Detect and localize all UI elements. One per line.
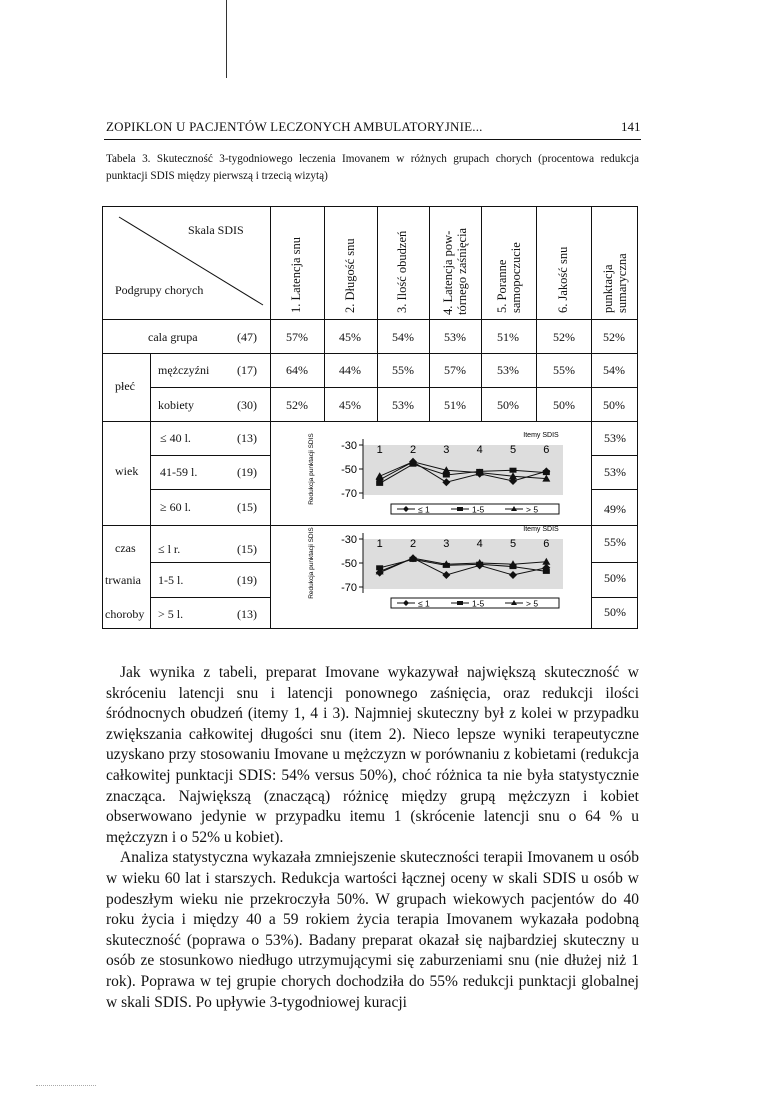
row-label-age-3: ≥ 60 l. [160,500,191,514]
row-label-men: mężczyźni [158,363,210,377]
row-label-age-2: 41-59 l. [160,465,198,479]
data-point [510,468,517,473]
row-line [150,562,270,563]
row-line [150,455,270,456]
col-header-line: 2. Długość snu [343,238,357,313]
category-label: 4 [476,538,483,550]
category-label: 2 [409,444,417,456]
cell-value: 50% [553,398,575,412]
y-tick-label: -50 [341,464,357,476]
row-n-men: (17) [237,363,257,377]
col-header-5 [495,242,523,313]
body-paragraph-1: Jak wynika z tabeli, preparat Imovane wykazywał największą skuteczność w skróceniu latencji snu i latencji ponownego zaśnięcia, oraz redukcji ilości śródnocnych obudzeń (itemy 1, 4 i 3). Najmniej skuteczny był z kolei w przypadku zwiększania całkowitej długości snu (item 2). Nieco lepsze wyniki terapeutyczne uzyskano przy stosowaniu Imovane u mężczyzn w porównaniu z kobietami (redukcja całkowitej punktacji SDIS: 54% versus 50%), choć różnica ta nie była statystycznie znacząca. Największą (znaczącą) różnicę między grupą mężczyzn i kobiet obserwowano jedynie w przypadku itemu 1 (skrócenie latencji snu o 64 % u mężczyzn i o 52% u kobiet). [106,664,639,846]
category-label: 6 [543,538,550,550]
data-point [543,470,550,475]
row-n-dur-1: (15) [237,542,257,556]
row-label-women: kobiety [158,398,194,412]
col-header-line: samopoczucie [509,242,523,313]
row-line [103,353,637,354]
category-label: 1 [376,538,383,550]
cell-value: 51% [444,398,466,412]
table-caption: Tabela 3. Skuteczność 3-tygodniowego leczenia Imovanem w różnych grupach chorych (procentowa redukcja punktacji SDIS między pierwszą i trzecią wizytą) [106,153,639,182]
legend-marker [457,507,463,511]
col-line [429,207,430,421]
col-header-4 [441,228,469,315]
results-table [102,206,638,629]
category-label: 3 [443,444,450,456]
col-header-total [601,253,629,313]
corner-label-scale: Skala SDIS [188,223,244,237]
col-header-line: 3. Ilość obudzeń [395,230,409,313]
row-n-dur-2: (19) [237,573,257,587]
col-line [150,353,151,629]
group-label-sex: płeć [115,379,135,393]
header-rule [104,139,641,140]
data-point [543,569,550,574]
total-age-1: 53% [604,431,626,445]
row-n-age-1: (13) [237,431,257,445]
header-rule-line [103,319,637,320]
legend-label: ≤ 1 [418,598,430,609]
chart-title: Itemy SDIS [523,432,559,439]
cell-value: 53% [444,330,466,344]
row-label-dur-1: ≤ l r. [158,542,181,556]
group-label-duration-3: choroby [105,607,145,621]
total-age-3: 49% [604,502,626,516]
cell-value: 55% [553,363,575,377]
legend-label: ≤ 1 [418,504,430,515]
cell-value: 44% [339,363,361,377]
total-age-2: 53% [604,465,626,479]
row-label-dur-3: > 5 l. [158,607,184,621]
cell-value: 54% [392,330,414,344]
group-label-duration-2: trwania [105,573,141,587]
category-label: 1 [376,444,383,456]
cell-value: 57% [286,330,308,344]
col-header-6 [556,247,570,313]
col-header-line: 4. Latencja pow- [441,230,455,315]
group-label-age: wiek [115,464,139,478]
col-line [536,207,537,421]
row-line [150,489,270,490]
col-line [591,207,592,629]
cell-value: 52% [553,330,575,344]
cell-value: 45% [339,330,361,344]
total-dur-3: 50% [604,605,626,619]
y-axis-label: Redukcja punktacji SDIS [308,433,315,505]
group-label-duration-1: czas [115,541,136,555]
legend-marker [457,601,463,605]
chart-duration [273,525,573,619]
row-line [591,597,637,598]
cell-value: 57% [444,363,466,377]
col-header-3 [395,231,409,313]
total-dur-2: 50% [604,571,626,585]
chart-title: Itemy SDIS [523,526,559,533]
row-line [150,597,270,598]
row-label-all: cala grupa [148,330,198,344]
data-point [376,481,383,486]
y-tick-label: -70 [341,488,357,500]
cell-value: 50% [497,398,519,412]
legend-label: > 5 [526,598,539,609]
cell-value: 64% [286,363,308,377]
body-paragraph-2: Analiza statystyczna wykazała zmniejszenie skuteczności terapii Imovanem u osób w wieku 60 lat i starszych. Redukcja wartości łącznej oceny w skali SDIS u osób w podeszłym wieku nie przekroczyła 50%. W grupach wiekowych pacjentów do 40 roku życia i między 40 a 59 rokiem życia terapia Imovanem wykazała podobną skuteczność (poprawa o 53%). Badany preparat okazał się najbardziej skuteczny u osób ze stosunkowo niedługo utrzymującymi się zaburzeniami snu (nie dłużej niż 1 rok). Poprawa w tej grupie chorych dochodziła do 55% redukcji punktacji globalnej w skali SDIS. Po upływie 3-tygodniowej kuracji [106,849,639,1011]
row-line [591,489,637,490]
page-number: 141 [621,119,641,134]
category-label: 6 [543,444,550,456]
row-n-all: (47) [237,330,257,344]
row-line [150,387,637,388]
col-header-1 [289,237,303,313]
row-n-age-2: (19) [237,465,257,479]
col-header-2 [343,238,357,313]
data-point [443,473,450,478]
row-label-age-1: ≤ 40 l. [160,431,191,445]
cell-value: 54% [603,363,625,377]
cell-value: 55% [392,363,414,377]
row-line [103,421,637,422]
row-line [591,455,637,456]
row-n-age-3: (15) [237,500,257,514]
y-tick-label: -30 [341,534,357,546]
col-line [270,207,271,629]
chart-age [273,431,573,525]
legend-label: 1-5 [472,598,485,609]
cell-value: 52% [286,398,308,412]
category-label: 5 [509,538,517,550]
y-axis-label: Redukcja punktacji SDIS [308,527,315,599]
row-n-dur-3: (13) [237,607,257,621]
y-tick-label: -30 [341,440,357,452]
y-tick-label: -70 [341,582,357,594]
cell-value: 50% [603,398,625,412]
category-label: 4 [476,444,483,456]
corner-label-subgroups: Podgrupy chorych [115,283,204,297]
col-header-line: 6. Jakość snu [556,246,570,313]
cell-value: 52% [603,330,625,344]
col-header-line: sumaryczna [615,253,629,313]
cell-value: 53% [392,398,414,412]
cell-value: 51% [497,330,519,344]
col-header-line: 5. Poranne [495,259,509,313]
col-line [481,207,482,421]
row-label-dur-2: 1-5 l. [158,573,184,587]
legend-label: > 5 [526,504,539,515]
legend-label: 1-5 [472,504,485,515]
y-tick-label: -50 [341,558,357,570]
cell-value: 45% [339,398,361,412]
cell-value: 53% [497,363,519,377]
col-header-line: 1. Latencja snu [289,236,303,313]
category-label: 5 [509,444,517,456]
body-text [106,663,639,1013]
col-header-line: tórnego zaśnięcia [455,227,469,315]
row-line [591,562,637,563]
category-label: 2 [409,538,417,550]
category-label: 3 [443,538,450,550]
running-header-title: ZOPIKLON U PACJENTÓW LECZONYCH AMBULATORYJNIE... [106,119,483,134]
col-line [377,207,378,421]
row-n-women: (30) [237,398,257,412]
total-dur-1: 55% [604,535,626,549]
col-header-line: punktacja [601,264,615,313]
footer-mark [36,1085,96,1086]
margin-line [226,0,227,78]
col-line [324,207,325,421]
